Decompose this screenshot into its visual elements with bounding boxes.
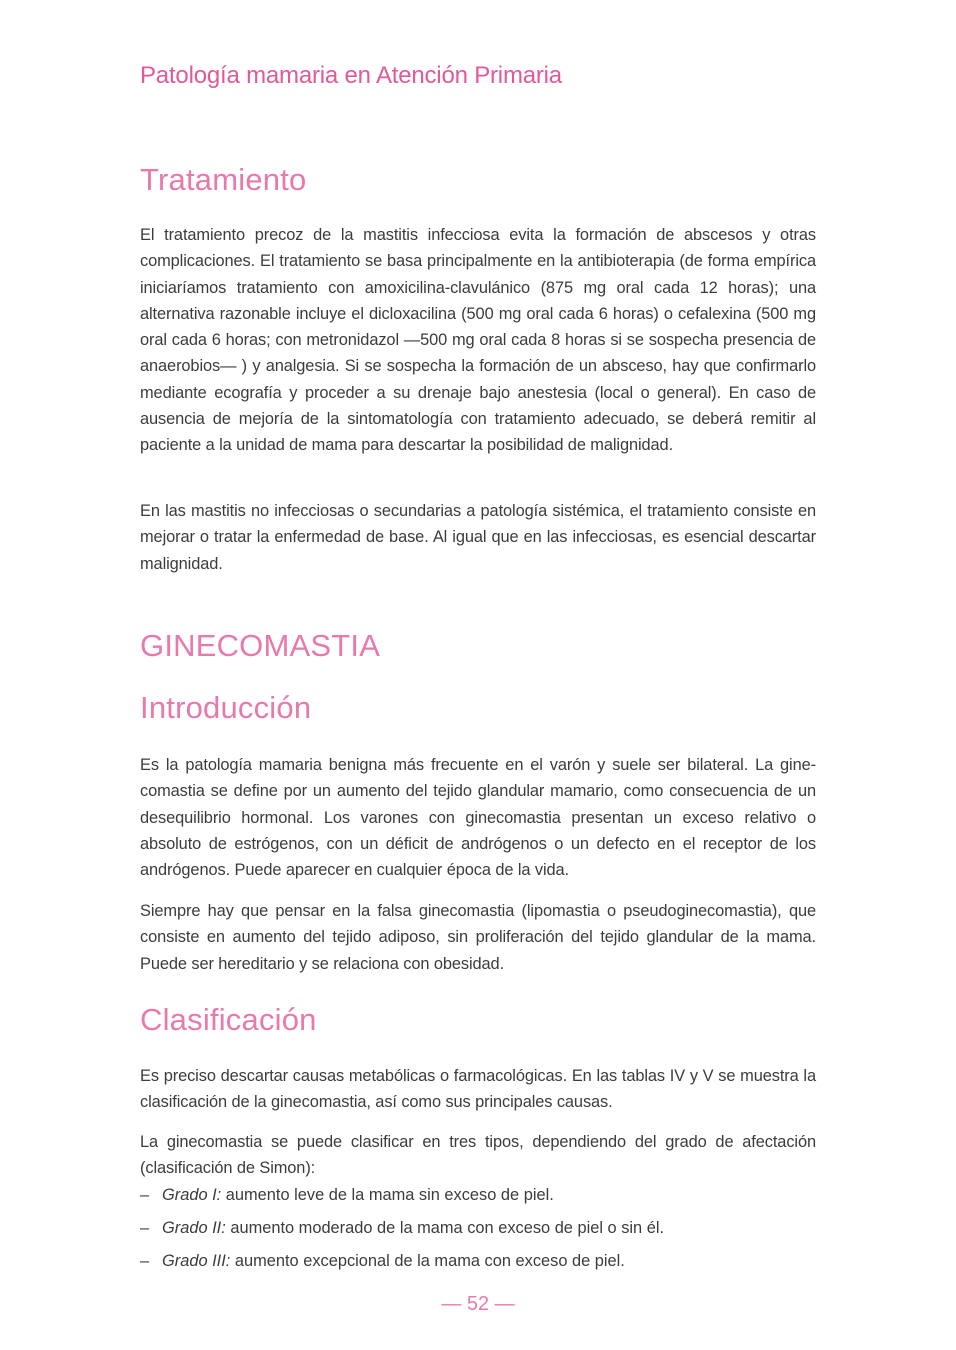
- page-number: — 52 —: [441, 1293, 515, 1315]
- paragraph-tratamiento-1: El tratamiento precoz de la mastitis infecciosa evita la formación de abscesos y otras complicaciones. El tratamiento se basa principalmente en la antibioterapia (de forma empírica iniciaríamos tratamiento con amoxicilina-clavulánico (875 mg oral cada 12 horas); una alternativa razonable incluye el dicloxacilina (500 mg oral cada 6 horas) o cefalexina (500 mg oral cada 6 horas; con metronidazol —500 mg oral cada 8 horas si se sospecha presencia de anaerobios— ) y analgesia. Si se sospecha la formación de un absceso, hay que confirmarlo mediante ecografía y proceder a su drenaje bajo anestesia (local o general). En caso de ausencia de mejoría de la sintomatología con tratamiento adecuado, se deberá remitir al paciente a la unidad de mama para descartar la posibilidad de malignidad.: [140, 226, 816, 455]
- list-item-grado-2: [140, 1215, 816, 1241]
- list-text: aumento leve de la mama sin exceso de piel.: [221, 1186, 554, 1204]
- heading-clasificacion: Clasificación: [140, 1002, 317, 1037]
- paragraph-clasificacion-1: Es preciso descartar causas metabólicas o farmacológicas. En las tablas IV y V se muestra la clasificación de la ginecomastia, así como sus principales causas.: [140, 1067, 816, 1112]
- paragraph-introduccion-2: Siempre hay que pensar en la falsa ginecomastia (lipomastia o pseudoginecomastia), que consiste en aumento del tejido adiposo, sin proliferación del tejido glandular de la mama. Puede ser hereditario y se relaciona con obesidad.: [140, 902, 816, 973]
- paragraph-tratamiento-2: En las mastitis no infecciosas o secundarias a patología sistémica, el tratamiento consiste en mejorar o tratar la enfermedad de base. Al igual que en las infecciosas, es esencial descartar malignidad.: [140, 502, 816, 573]
- list-text: aumento moderado de la mama con exceso de piel o sin él.: [225, 1219, 665, 1237]
- list-term: Grado I:: [162, 1186, 222, 1204]
- heading-introduccion: Introducción: [140, 690, 312, 725]
- list-item-grado-1: [140, 1182, 816, 1208]
- list-dash: –: [140, 1252, 150, 1270]
- list-dash: –: [140, 1219, 150, 1237]
- list-text: aumento excepcional de la mama con exceso de piel.: [230, 1252, 625, 1270]
- running-header: Patología mamaria en Atención Primaria: [140, 62, 562, 89]
- list-term: Grado III:: [162, 1252, 231, 1270]
- paragraph-introduccion-1: Es la patología mamaria benigna más frecuente en el varón y suele ser bilateral. La gine-comastia se define por un aumento del tejido glandular mamario, como consecuencia de un desequilibrio hormonal. Los varones con ginecomastia presentan un exceso relativo o absoluto de estrógenos, con un déficit de andrógenos o un defecto en el receptor de los andrógenos. Puede aparecer en cualquier época de la vida.: [140, 756, 816, 880]
- heading-ginecomastia: GINECOMASTIA: [140, 628, 381, 663]
- paragraph-clasificacion-2: La ginecomastia se puede clasificar en tres tipos, dependiendo del grado de afectación (clasificación de Simon):: [140, 1133, 816, 1178]
- list-term: Grado II:: [162, 1219, 226, 1237]
- list-item-grado-3: [140, 1248, 816, 1274]
- heading-tratamiento: Tratamiento: [140, 162, 307, 197]
- list-dash: –: [140, 1186, 150, 1204]
